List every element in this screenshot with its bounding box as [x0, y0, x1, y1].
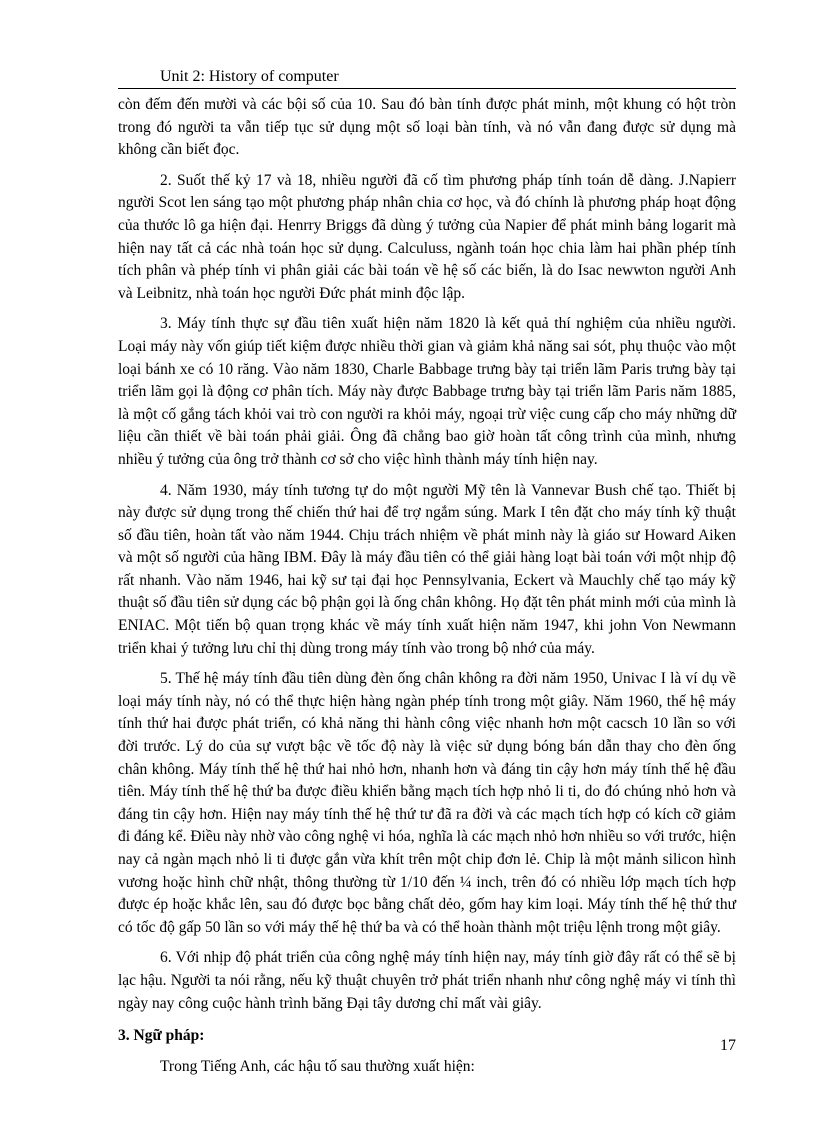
section-intro: Trong Tiếng Anh, các hậu tố sau thường xuất hiện: [160, 1057, 475, 1075]
paragraph-4: 4. Năm 1930, máy tính tương tự do một người Mỹ tên là Vannevar Bush chế tạo. Thiết bị này được sử dụng trong thế chiến thứ hai để trợ ngắm súng. Mark I tên đặt cho máy tính kỹ thuật số đầu tiên, hoàn tất vào năm 1944. Chịu trách nhiệm về phát minh này là giáo sư Howard Aiken và một số người của hãng IBM. Đây là máy đầu tiên có thể giải hàng loạt bài toán với một nhịp độ rất nhanh. Vào năm 1946, hai kỹ sư tại đại học Pennsylvania, Eckert và Mauchly chế tạo máy kỹ thuật số đầu tiên sử dụng các bộ phận gọi là ống chân không. Họ đặt tên phát minh mới của mình là ENIAC. Một tiến bộ quan trọng khác về máy tính xuất hiện năm 1947, khi john Von Newmann triển khai ý tưởng lưu chỉ thị dùng trong máy tính vào trong bộ nhớ của máy. [118, 481, 736, 657]
paragraph-3: 3. Máy tính thực sự đầu tiên xuất hiện năm 1820 là kết quả thí nghiệm của nhiều người. Loại máy này vốn giúp tiết kiệm được nhiều thời gian và giảm khả năng sai sót, phụ thuộc vào một loại bánh xe có 10 răng. Vào năm 1830, Charle Babbage trưng bày tại triển lãm Paris trưng bày tại triển lãm gọi là động cơ phân tích. Máy này được Babbage trưng bày tại triển lãm Paris năm 1885, là một cố gắng tách khỏi vai trò con người ra khỏi máy, ngoại trừ việc cung cấp cho máy những dữ liệu cần thiết về bài toán phải giải. Ông đã chẳng bao giờ hoàn tất công trình của mình, nhưng nhiều ý tưởng của ông trở thành cơ sở cho việc hình thành máy tính hiện nay. [118, 315, 736, 468]
page-number: 17 [720, 1037, 736, 1054]
document-body [118, 94, 736, 1086]
paragraph-5: 5. Thế hệ máy tính đầu tiên dùng đèn ống chân không ra đời năm 1950, Univac I là ví dụ về loại máy tính này, nó có thể thực hiện hàng ngàn phép tính trong một giây. Năm 1960, thế hệ máy tính thứ hai được phát triển, có khả năng thi hành công việc nhanh hơn một cacsch 10 lần so với đời trước. Lý do của sự vượt bậc về tốc độ này là việc sử dụng bóng bán dẫn thay cho đèn ống chân không. Máy tính thế hệ thứ hai nhỏ hơn, nhanh hơn và đáng tin cậy hơn máy tính thế hệ đầu tiên. Máy tính thế hệ thứ ba được điều khiển bằng mạch tích hợp nhỏ li ti, do đó chúng nhỏ hơn và đáng tin cậy hơn. Hiện nay máy tính thế hệ thứ tư đã ra đời và các mạch tích hợp có kích cỡ giảm đi đáng kể. Điều này nhờ vào công nghệ vi hóa, nghĩa là các mạch nhỏ hơn nhiều so với trước, hiện nay cả ngàn mạch nhỏ li ti được gắn vừa khít trên một chip đơn lẻ. Chip là một mảnh silicon hình vương hoặc hình chữ nhật, thông thường từ 1/10 đến ¼ inch, trên đó có nhiều lớp mạch tích hợp được ép hoặc khắc lên, sau đó được bọc bằng chất dẻo, gốm hay kim loại. Máy tính thế hệ thứ thư có tốc độ gấp 50 lần so với máy thế hệ thứ ba và có thể hoàn thành một triệu lệnh trong một giây. [118, 670, 736, 936]
paragraph-continuation: còn đếm đến mười và các bội số của 10. Sau đó bàn tính được phát minh, một khung có hột tròn trong đó người ta vẫn tiếp tục sử dụng một số loại bàn tính, và nó vẫn đang được sử dụng mà không cần biết đọc. [118, 96, 736, 159]
running-header [118, 68, 736, 89]
header-title: Unit 2: History of computer [160, 68, 339, 85]
paragraph-2: 2. Suốt thế kỷ 17 và 18, nhiều người đã cố tìm phương pháp tính toán dễ dàng. J.Napierr người Scot len sáng tạo một phương pháp nhân chia cơ học, và đó chính là phương pháp hoạt động của thước lô ga hiện đại. Henrry Briggs đã dùng ý tưởng của Napier để phát minh bảng logarit mà hiện nay tất cả các nhà toán học sử dụng. Calculuss, ngành toán học chia làm hai phần phép tính tích phân và phép tính vi phân giải các bài toán về hệ số các biến, là do Isac newwton người Anh và Leibnitz, nhà toán học người Đức phát minh độc lập. [118, 171, 736, 302]
paragraph-6: 6. Với nhịp độ phát triển của công nghệ máy tính hiện nay, máy tính giờ đây rất có thể sẽ bị lạc hậu. Người ta nói rằng, nếu kỹ thuật chuyên trở phát triển nhanh như công nghệ máy vi tính thì ngày nay công cuộc hành trình băng Đại tây dương chỉ mất vài giây. [118, 949, 736, 1012]
section-heading: 3. Ngữ pháp: [118, 1027, 205, 1045]
